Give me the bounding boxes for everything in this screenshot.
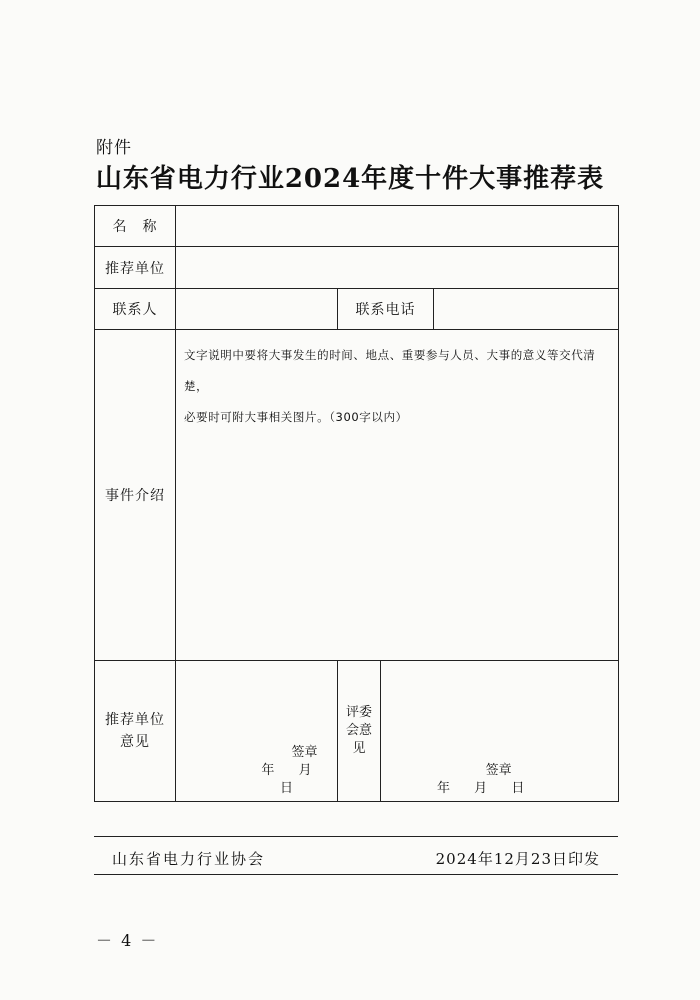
phone-field[interactable] [434, 289, 619, 330]
committee-month-label: 月 [474, 781, 488, 796]
committee-year-label: 年 [437, 781, 451, 796]
unit-date-line [236, 762, 337, 798]
name-label: 名 称 [95, 206, 176, 247]
committee-opinion-label-line3: 见 [352, 741, 366, 756]
committee-signature-block [427, 762, 534, 798]
unit-signature-block [236, 744, 337, 798]
unit-sign-label: 签章 [291, 745, 318, 760]
unit-month-label: 月 [298, 763, 312, 778]
page-title: 山东省电力行业2024年度十件大事推荐表 [95, 164, 605, 194]
unit-field[interactable] [176, 247, 619, 289]
form-row-unit [95, 247, 619, 289]
phone-label: 联系电话 [338, 289, 434, 330]
committee-opinion-label [338, 661, 381, 802]
page-number: － 4 － [96, 931, 159, 950]
footer-top-rule [94, 836, 618, 837]
recommendation-form-table [94, 205, 619, 802]
form-row-event [95, 330, 619, 661]
unit-day-label: 日 [279, 781, 293, 796]
unit-opinion-label-line1: 推荐单位 [105, 712, 165, 728]
committee-sign-label: 签章 [485, 763, 512, 778]
footer-issue-date: 2024年12月23日印发 [435, 850, 600, 868]
footer-organization: 山东省电力行业协会 [112, 850, 266, 868]
unit-opinion-field[interactable] [176, 661, 338, 802]
unit-opinion-label [95, 661, 176, 802]
contact-label: 联系人 [95, 289, 176, 330]
committee-opinion-label-line2: 会意 [345, 723, 372, 738]
committee-day-label: 日 [511, 781, 525, 796]
event-label: 事件介绍 [95, 330, 176, 661]
unit-opinion-label-line2: 意见 [120, 734, 150, 750]
committee-opinion-label-line1: 评委 [345, 705, 372, 720]
contact-field[interactable] [176, 289, 338, 330]
form-row-opinions [95, 661, 619, 802]
unit-year-label: 年 [261, 763, 275, 778]
footer-bottom-rule [94, 874, 618, 875]
attachment-label: 附件 [96, 138, 132, 158]
event-instructions-line1: 文字说明中要将大事发生的时间、地点、重要参与人员、大事的意义等交代清楚， [184, 348, 596, 393]
event-instructions-line2: 必要时可附大事相关图片。（300字以内） [184, 410, 408, 424]
form-row-contact [95, 289, 619, 330]
committee-opinion-field[interactable] [381, 661, 619, 802]
form-row-name [95, 206, 619, 247]
unit-label: 推荐单位 [95, 247, 176, 289]
event-description-field[interactable] [176, 330, 619, 661]
name-field[interactable] [176, 206, 619, 247]
committee-date-line [427, 780, 534, 798]
